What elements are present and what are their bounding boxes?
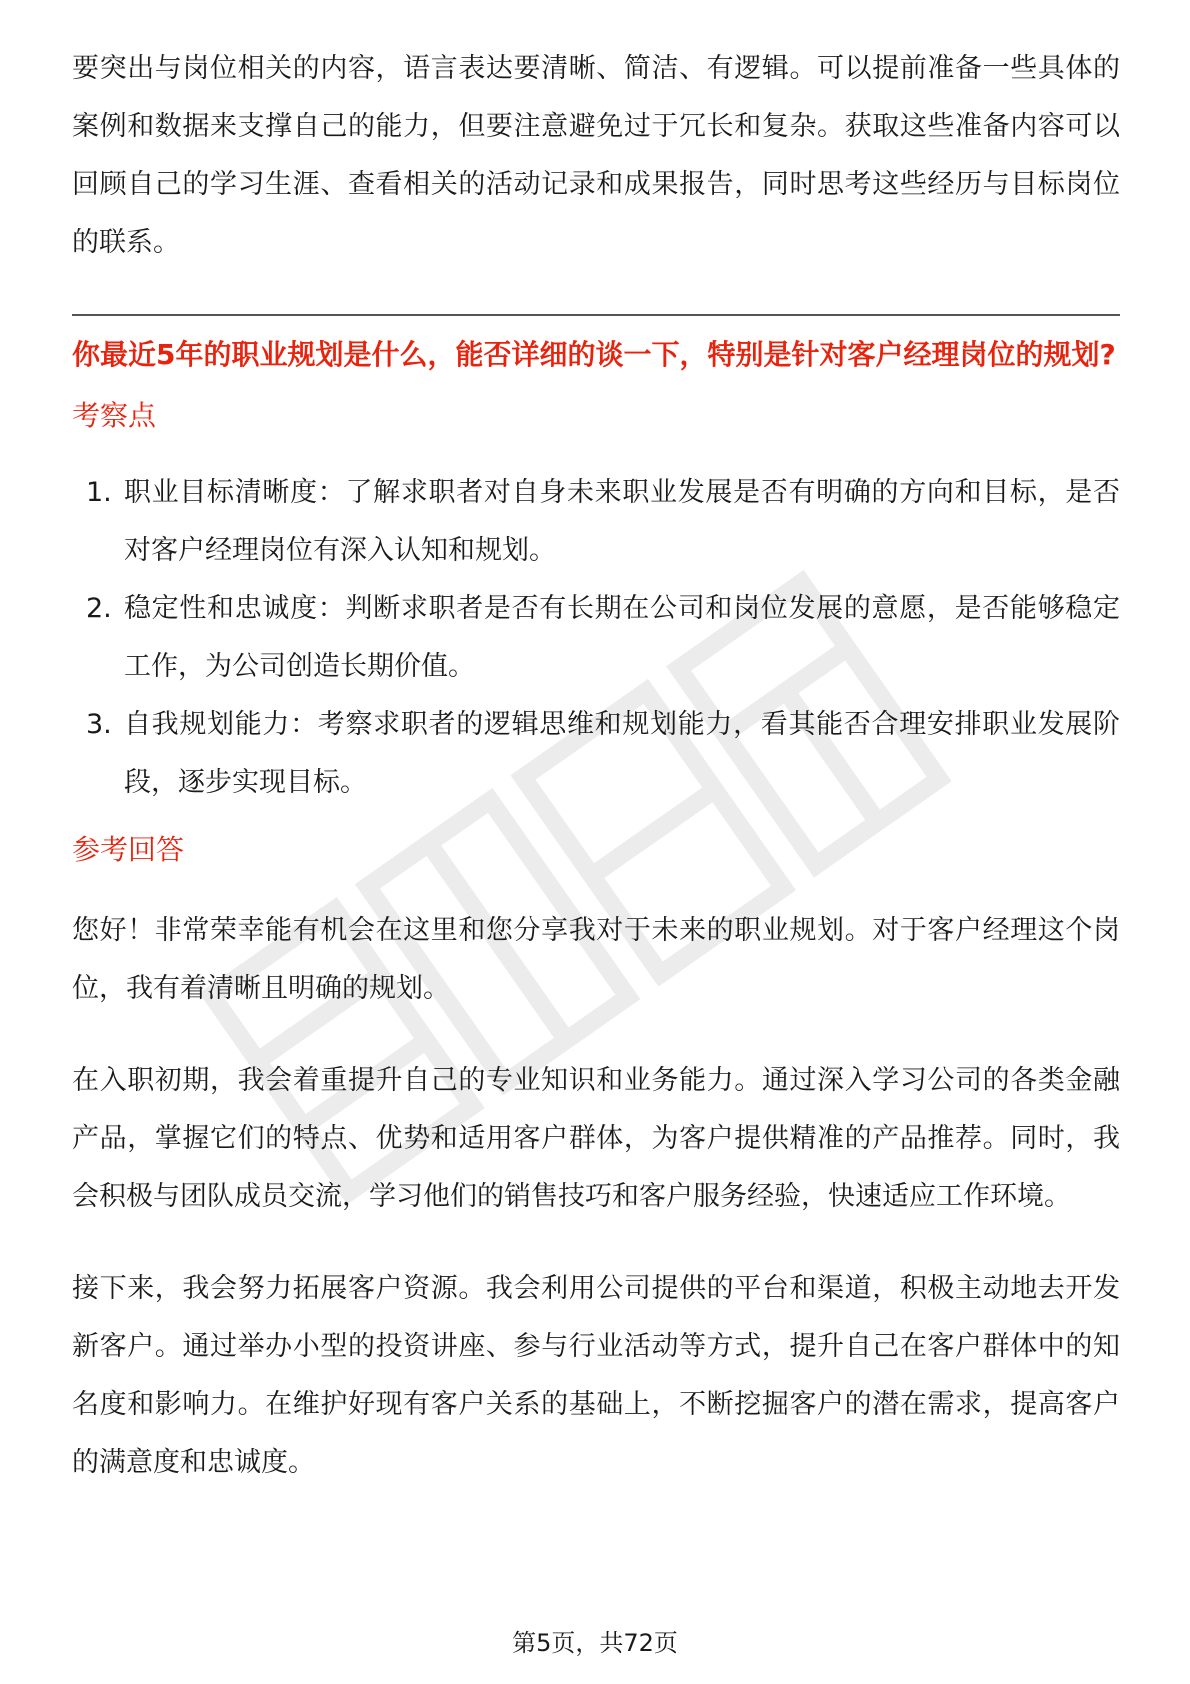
page-content: [72, 40, 1120, 1492]
answer-paragraph-block: [72, 902, 1120, 1018]
list-item: [72, 696, 1120, 812]
answer-paragraph-block: [72, 1052, 1120, 1226]
examine-title: 考察点: [72, 399, 157, 432]
intro-paragraph: 要突出与岗位相关的内容，语言表达要清晰、简洁、有逻辑。可以提前准备一些具体的案例和数据来支撑自己的能力，但要注意避免过于冗长和复杂。获取这些准备内容可以回顾自己的学习生涯、查看相关的活动记录和成果报告，同时思考这些经历与目标岗位的联系。: [72, 53, 1120, 258]
intro-block: [72, 40, 1120, 272]
list-item-number: 1.: [86, 477, 112, 508]
list-item-text: 稳定性和忠诚度：判断求职者是否有长期在公司和岗位发展的意愿，是否能够稳定工作，为公司创造长期价值。: [124, 593, 1120, 682]
page-number-footer: 第5页，共72页: [512, 1629, 678, 1657]
section-divider: [72, 314, 1120, 316]
question-heading: 你最近5年的职业规划是什么，能否详细的谈一下，特别是针对客户经理岗位的规划?: [72, 338, 1116, 371]
list-item-number: 2.: [86, 593, 112, 624]
answer-paragraph-block: [72, 1260, 1120, 1492]
list-item: [72, 464, 1120, 580]
answer-title: 参考回答: [72, 833, 185, 866]
answer-paragraph: 接下来，我会努力拓展客户资源。我会利用公司提供的平台和渠道，积极主动地去开发新客户。通过举办小型的投资讲座、参与行业活动等方式，提升自己在客户群体中的知名度和影响力。在维护好现有客户关系的基础上，不断挖掘客户的潜在需求，提高客户的满意度和忠诚度。: [72, 1273, 1120, 1478]
list-item-text: 职业目标清晰度：了解求职者对自身未来职业发展是否有明确的方向和目标，是否对客户经理岗位有深入认知和规划。: [124, 477, 1120, 566]
answer-paragraph: 您好！非常荣幸能有机会在这里和您分享我对于未来的职业规划。对于客户经理这个岗位，我有着清晰且明确的规划。: [72, 915, 1120, 1004]
examine-points-list: [72, 464, 1120, 812]
list-item: [72, 580, 1120, 696]
list-item-number: 3.: [86, 709, 112, 740]
answer-paragraph: 在入职初期，我会着重提升自己的专业知识和业务能力。通过深入学习公司的各类金融产品，掌握它们的特点、优势和适用客户群体，为客户提供精准的产品推荐。同时，我会积极与团队成员交流，学习他们的销售技巧和客户服务经验，快速适应工作环境。: [72, 1065, 1120, 1212]
list-item-text: 自我规划能力：考察求职者的逻辑思维和规划能力，看其能否合理安排职业发展阶段，逐步实现目标。: [124, 709, 1120, 798]
